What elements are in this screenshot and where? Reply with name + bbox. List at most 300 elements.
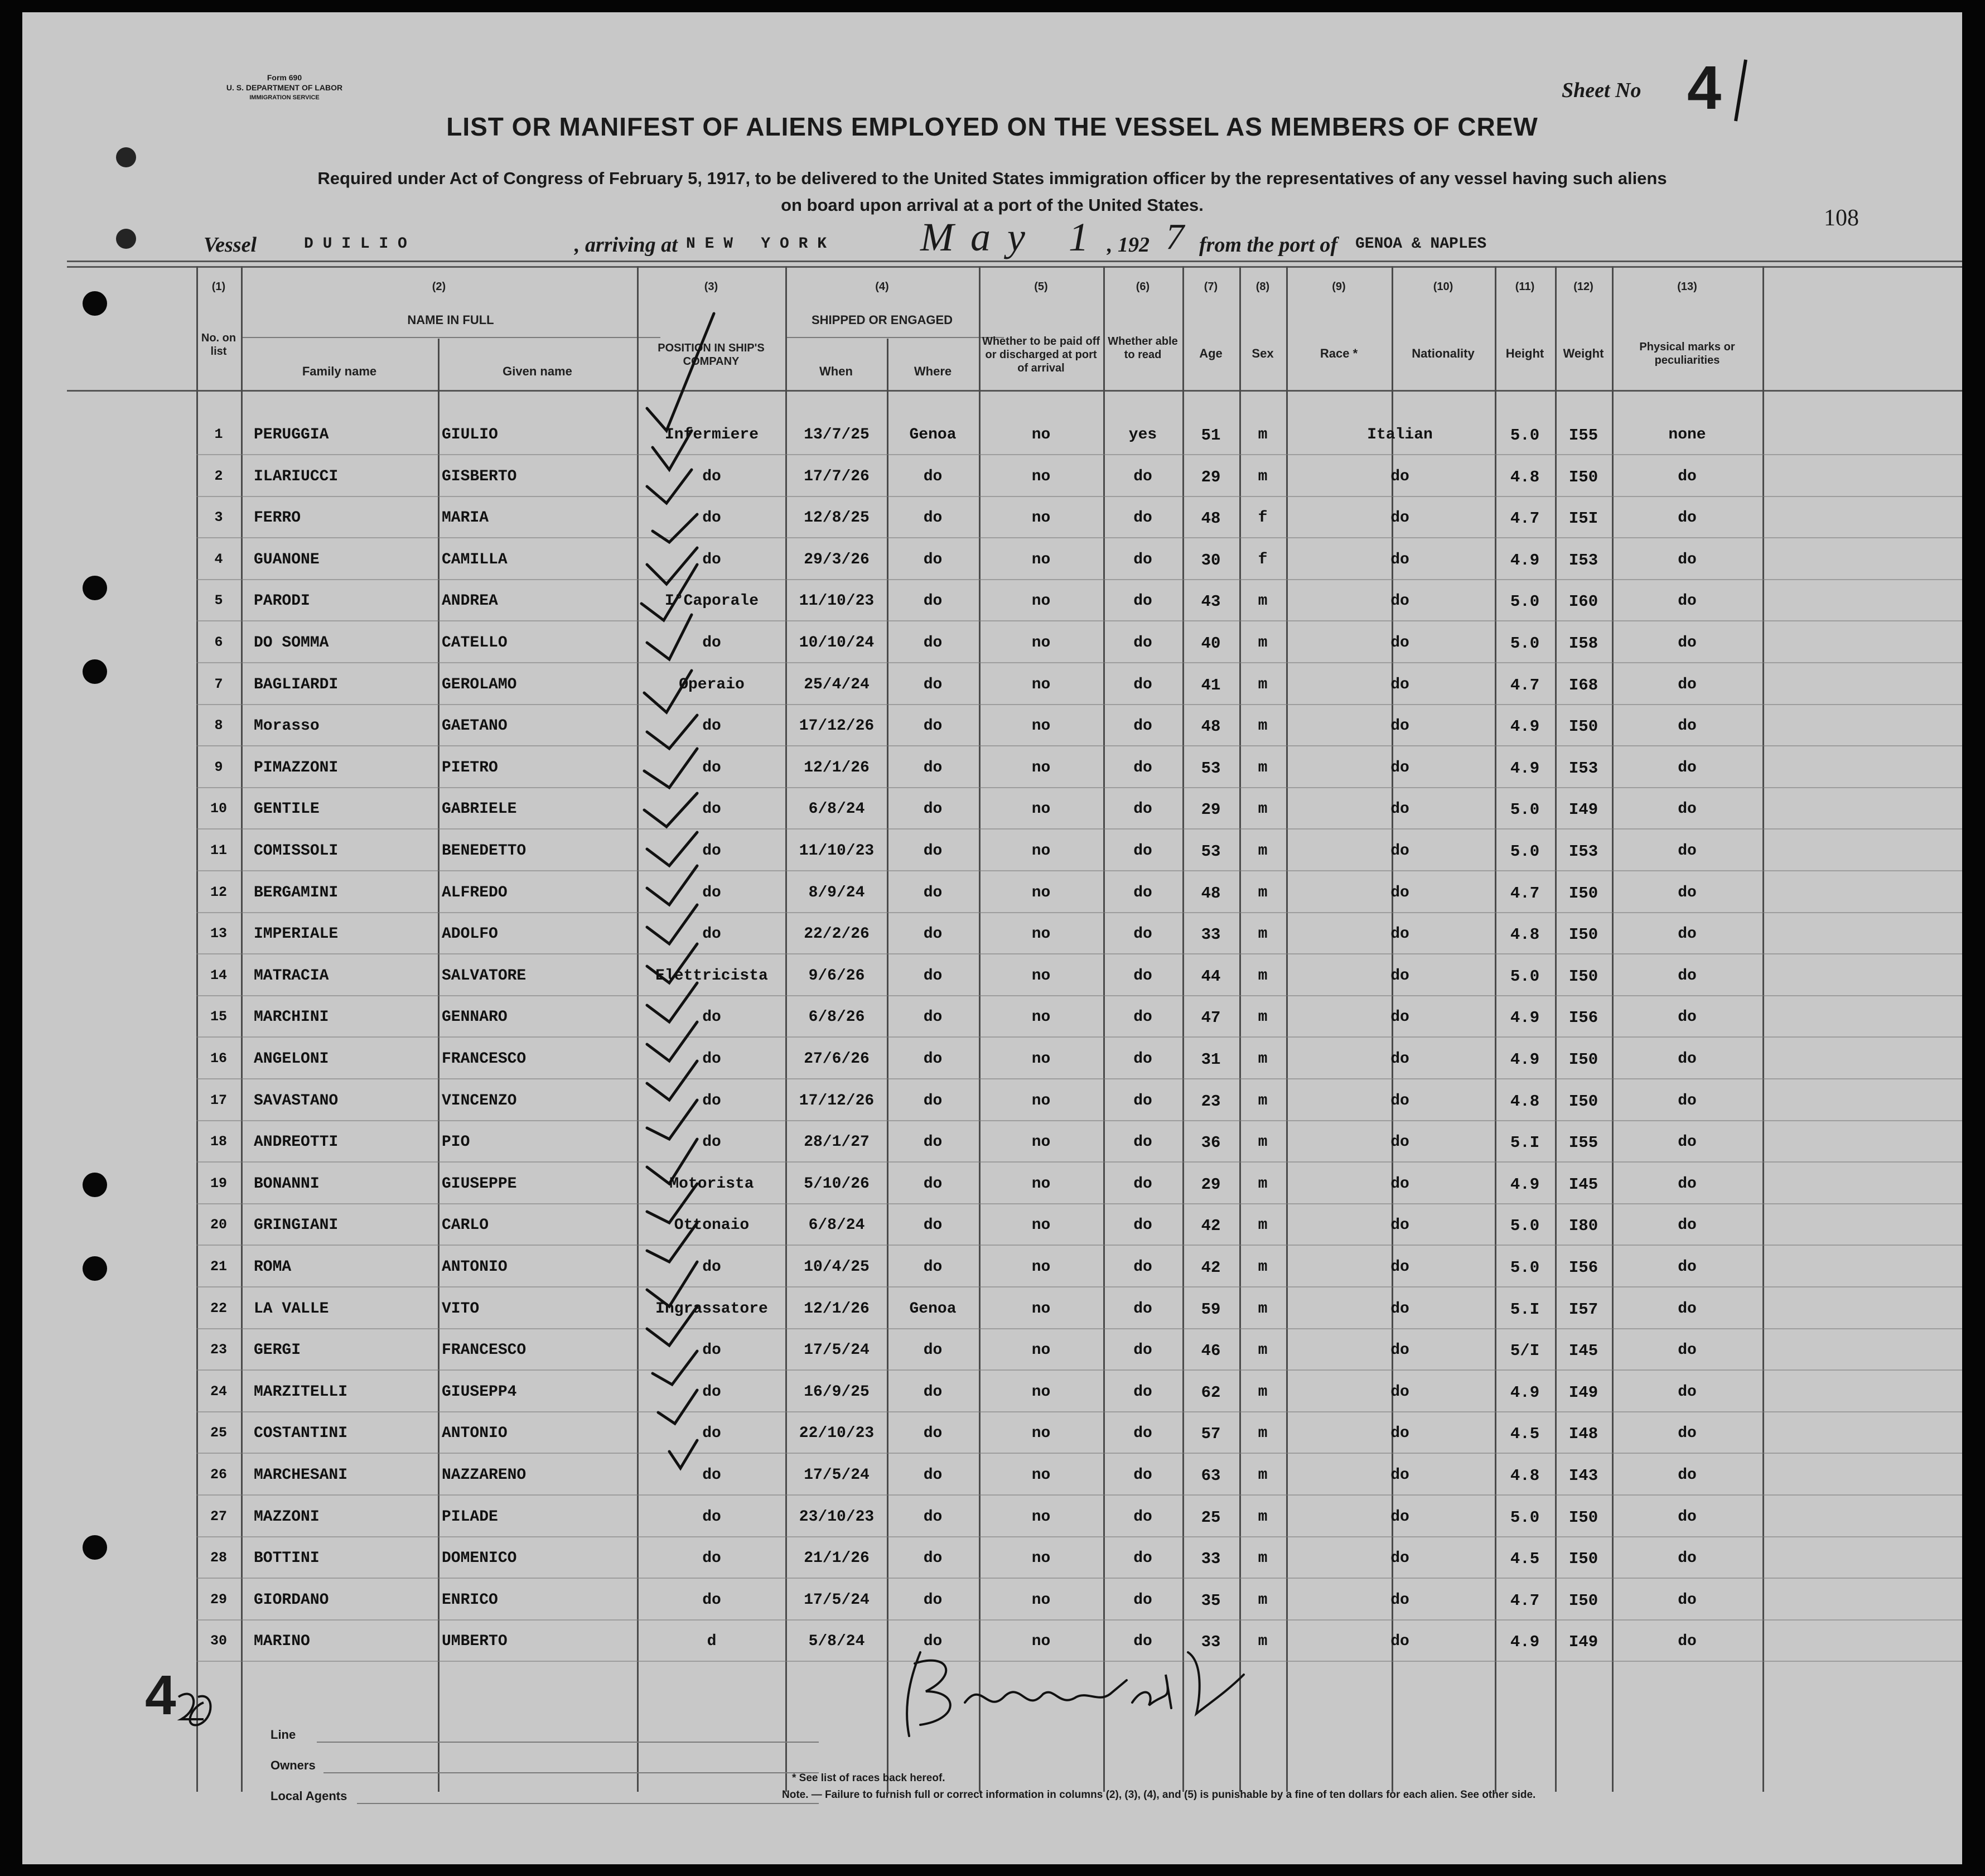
- sex-cell: m: [1258, 1508, 1268, 1526]
- weight-cell: I50: [1568, 468, 1598, 486]
- shipped-when-cell: 25/4/24: [804, 676, 870, 693]
- shipped-when-cell: 17/12/26: [799, 717, 875, 735]
- shipped-when-cell: 12/1/26: [804, 1300, 870, 1318]
- row-rule: [196, 537, 1962, 538]
- height-cell: 5.0: [1510, 592, 1540, 611]
- row-rule: [196, 662, 1962, 663]
- header-age: Age: [1199, 346, 1223, 360]
- shipped-when-cell: 12/1/26: [804, 759, 870, 777]
- physical-marks-cell: do: [1678, 468, 1697, 485]
- height-cell: 4.9: [1510, 1633, 1540, 1651]
- shipped-when-cell: 11/10/23: [799, 842, 875, 860]
- weight-cell: I50: [1568, 1550, 1598, 1568]
- arriving-port: N E W Y O R K: [686, 235, 827, 253]
- row-rule: [196, 1120, 1962, 1121]
- nationality-cell: do: [1390, 1217, 1409, 1234]
- binder-hole: [83, 576, 107, 600]
- header-name-in-full: NAME IN FULL: [407, 313, 494, 327]
- able-to-read-cell: do: [1133, 1300, 1152, 1318]
- weight-cell: I56: [1568, 1258, 1598, 1277]
- nationality-cell: do: [1390, 1508, 1409, 1526]
- physical-marks-cell: do: [1678, 1550, 1697, 1567]
- height-cell: 4.9: [1510, 759, 1540, 778]
- paid-off-cell: no: [1031, 1050, 1051, 1068]
- able-to-read-cell: do: [1133, 676, 1152, 693]
- given-name-cell: ANDREA: [442, 592, 498, 610]
- weight-cell: I45: [1568, 1175, 1598, 1194]
- shipped-when-cell: 17/7/26: [804, 468, 870, 485]
- nationality-cell: do: [1390, 925, 1409, 943]
- shipped-where-cell: Genoa: [909, 1300, 957, 1318]
- col-num: (6): [1136, 281, 1150, 293]
- family-name-cell: BAGLIARDI: [254, 676, 339, 693]
- weight-cell: I49: [1568, 1633, 1598, 1651]
- able-to-read-cell: do: [1133, 509, 1152, 527]
- paid-off-cell: no: [1031, 1258, 1051, 1276]
- sex-cell: m: [1258, 1217, 1268, 1234]
- able-to-read-cell: do: [1133, 1258, 1152, 1276]
- subtitle-line2: on board upon arrival at a port of the United States.: [781, 195, 1204, 215]
- able-to-read-cell: do: [1133, 842, 1152, 860]
- year-handwritten: 7: [1166, 216, 1184, 257]
- weight-cell: I68: [1568, 676, 1598, 695]
- height-cell: 4.7: [1510, 509, 1540, 528]
- sex-cell: m: [1258, 925, 1268, 943]
- physical-marks-cell: do: [1678, 551, 1697, 568]
- row-rule: [196, 1036, 1962, 1038]
- physical-marks-cell: do: [1678, 1175, 1697, 1193]
- nationality-cell: do: [1390, 1175, 1409, 1193]
- given-name-cell: DOMENICO: [442, 1550, 517, 1567]
- races-note: * See list of races back hereof.: [792, 1772, 945, 1784]
- weight-cell: I50: [1568, 967, 1598, 986]
- weight-cell: I50: [1568, 717, 1598, 736]
- given-name-cell: GIULIO: [442, 426, 498, 443]
- row-rule: [196, 1494, 1962, 1496]
- header-when: When: [819, 364, 853, 378]
- age-cell: 42: [1201, 1258, 1221, 1277]
- physical-marks-cell: do: [1678, 1092, 1697, 1110]
- nationality-cell: do: [1390, 1467, 1409, 1484]
- row-number: 24: [210, 1383, 227, 1400]
- paid-off-cell: no: [1031, 676, 1051, 693]
- row-number: 30: [210, 1633, 227, 1649]
- row-number: 9: [214, 759, 223, 775]
- physical-marks-cell: do: [1678, 925, 1697, 943]
- row-number: 8: [214, 717, 223, 734]
- given-name-cell: CARLO: [442, 1217, 489, 1234]
- header-shipped: SHIPPED OR ENGAGED: [811, 313, 953, 327]
- given-name-cell: MARIA: [442, 509, 489, 527]
- paid-off-cell: no: [1031, 1592, 1051, 1609]
- year-prefix: , 192: [1107, 233, 1150, 257]
- able-to-read-cell: do: [1133, 1508, 1152, 1526]
- header-weight: Weight: [1563, 346, 1604, 360]
- age-cell: 46: [1201, 1342, 1221, 1360]
- shipped-where-cell: do: [923, 967, 943, 985]
- shipped-when-cell: 8/9/24: [808, 884, 865, 901]
- position-cell: do: [702, 468, 721, 485]
- age-cell: 33: [1201, 1633, 1221, 1651]
- nationality-cell: do: [1390, 1134, 1409, 1151]
- position-cell: do: [702, 1592, 721, 1609]
- able-to-read-cell: do: [1133, 800, 1152, 818]
- department-label: U. S. DEPARTMENT OF LABOR: [226, 83, 343, 92]
- family-name-cell: MAZZONI: [254, 1508, 320, 1526]
- sex-cell: m: [1258, 1092, 1268, 1110]
- age-cell: 42: [1201, 1217, 1221, 1235]
- nationality-cell: do: [1390, 1009, 1409, 1026]
- able-to-read-cell: do: [1133, 1092, 1152, 1110]
- sex-cell: m: [1258, 1383, 1268, 1401]
- family-name-cell: BERGAMINI: [254, 884, 339, 901]
- weight-cell: I55: [1568, 426, 1598, 445]
- shipped-where-cell: do: [923, 717, 943, 735]
- sex-cell: m: [1258, 1050, 1268, 1068]
- family-name-cell: Morasso: [254, 717, 320, 735]
- col-num: (1): [211, 281, 226, 293]
- page-title: LIST OR MANIFEST OF ALIENS EMPLOYED ON THE VESSEL AS MEMBERS OF CREW: [446, 112, 1538, 141]
- age-cell: 36: [1201, 1134, 1221, 1152]
- row-number: 28: [210, 1550, 227, 1566]
- given-name-cell: ALFREDO: [442, 884, 508, 901]
- nationality-cell: do: [1390, 592, 1409, 610]
- position-cell: do: [702, 1342, 721, 1359]
- paid-off-cell: no: [1031, 1342, 1051, 1359]
- position-cell: do: [702, 551, 721, 568]
- shipped-where-cell: do: [923, 1092, 943, 1110]
- vessel-label: Vessel: [204, 233, 257, 257]
- binder-hole: [83, 291, 107, 316]
- weight-cell: I53: [1568, 551, 1598, 570]
- sex-cell: m: [1258, 967, 1268, 985]
- given-name-cell: BENEDETTO: [442, 842, 527, 860]
- row-rule: [196, 1411, 1962, 1412]
- physical-marks-cell: do: [1678, 759, 1697, 777]
- shipped-where-cell: do: [923, 1134, 943, 1151]
- position-cell: do: [702, 800, 721, 818]
- paid-off-cell: no: [1031, 759, 1051, 777]
- binder-hole: [83, 1535, 107, 1560]
- family-name-cell: GRINGIANI: [254, 1217, 339, 1234]
- given-name-cell: PILADE: [442, 1508, 498, 1526]
- sex-cell: m: [1258, 1175, 1268, 1193]
- physical-marks-cell: do: [1678, 1050, 1697, 1068]
- position-cell: do: [702, 1092, 721, 1110]
- shipped-where-cell: do: [923, 468, 943, 485]
- nationality-cell: do: [1390, 1300, 1409, 1318]
- header-position: POSITION IN SHIP'S COMPANY: [658, 342, 765, 368]
- position-cell: do: [702, 1134, 721, 1151]
- col-num: (4): [875, 281, 889, 293]
- row-rule: [196, 1161, 1962, 1163]
- row-number: 1: [214, 426, 223, 442]
- age-cell: 48: [1201, 717, 1221, 736]
- row-rule: [196, 579, 1962, 580]
- corner-scribble: [173, 1686, 218, 1736]
- sex-cell: m: [1258, 1592, 1268, 1609]
- sex-cell: m: [1258, 468, 1268, 485]
- shipped-where-cell: do: [923, 1342, 943, 1359]
- page-number: 108: [1824, 205, 1859, 231]
- row-rule: [196, 745, 1962, 746]
- row-number: 21: [210, 1258, 227, 1275]
- weight-cell: I53: [1568, 759, 1598, 778]
- weight-cell: I48: [1568, 1425, 1598, 1443]
- header-race: Race *: [1320, 346, 1358, 360]
- shipped-when-cell: 10/4/25: [804, 1258, 870, 1276]
- family-name-cell: GERGI: [254, 1342, 301, 1359]
- header-bottom-rule: [67, 390, 1962, 392]
- row-rule: [196, 496, 1962, 497]
- age-cell: 35: [1201, 1592, 1221, 1610]
- nationality-cell: do: [1390, 1425, 1409, 1442]
- weight-cell: I58: [1568, 634, 1598, 653]
- shipped-when-cell: 17/5/24: [804, 1342, 870, 1359]
- arrival-date-handwritten: May 1: [920, 215, 1105, 259]
- table-top-rule: [67, 261, 1962, 262]
- weight-cell: I49: [1568, 800, 1598, 819]
- row-number: 14: [210, 967, 227, 983]
- able-to-read-cell: do: [1133, 759, 1152, 777]
- vessel-name: D U I L I O: [304, 235, 407, 253]
- col-rule: [1762, 266, 1764, 1792]
- sex-cell: m: [1258, 1342, 1268, 1359]
- sex-cell: m: [1258, 634, 1268, 652]
- header-paid-off: Whether to be paid off or discharged at port of arrival: [982, 335, 1100, 374]
- physical-marks-cell: do: [1678, 1009, 1697, 1026]
- shipped-where-cell: do: [923, 800, 943, 818]
- row-rule: [196, 1578, 1962, 1579]
- paid-off-cell: no: [1031, 592, 1051, 610]
- able-to-read-cell: do: [1133, 1425, 1152, 1442]
- height-cell: 4.9: [1510, 1050, 1540, 1069]
- family-name-cell: ANGELONI: [254, 1050, 329, 1068]
- family-name-cell: IMPERIALE: [254, 925, 339, 943]
- family-name-cell: MATRACIA: [254, 967, 329, 985]
- nationality-cell: do: [1390, 1050, 1409, 1068]
- able-to-read-cell: do: [1133, 1592, 1152, 1609]
- family-name-cell: GUANONE: [254, 551, 320, 568]
- position-cell: do: [702, 925, 721, 943]
- row-number: 25: [210, 1425, 227, 1441]
- sheet-label: Sheet No: [1562, 79, 1641, 102]
- row-rule: [196, 1328, 1962, 1329]
- physical-marks-cell: do: [1678, 509, 1697, 527]
- weight-cell: I55: [1568, 1134, 1598, 1152]
- form-block: [212, 73, 357, 103]
- family-name-cell: ANDREOTTI: [254, 1134, 339, 1151]
- age-cell: 31: [1201, 1050, 1221, 1069]
- shipped-where-cell: do: [923, 634, 943, 652]
- able-to-read-cell: yes: [1128, 426, 1157, 443]
- nationality-cell: do: [1390, 1550, 1409, 1567]
- shipped-when-cell: 5/10/26: [804, 1175, 870, 1193]
- position-cell: do: [702, 1508, 721, 1526]
- name-subheader-rule: [241, 337, 660, 338]
- physical-marks-cell: do: [1678, 592, 1697, 610]
- height-cell: 5.0: [1510, 800, 1540, 819]
- header-where: Where: [914, 364, 952, 378]
- shipped-where-cell: do: [923, 1217, 943, 1234]
- nationality-cell: Italian: [1367, 426, 1433, 443]
- height-cell: 5.0: [1510, 1508, 1540, 1527]
- able-to-read-cell: do: [1133, 1175, 1152, 1193]
- height-cell: 5/I: [1510, 1342, 1540, 1360]
- owners-rule: [323, 1772, 819, 1773]
- paid-off-cell: no: [1031, 1425, 1051, 1442]
- shipped-when-cell: 6/8/26: [808, 1009, 865, 1026]
- sex-cell: m: [1258, 1009, 1268, 1026]
- paid-off-cell: no: [1031, 1633, 1051, 1650]
- nationality-cell: do: [1390, 1592, 1409, 1609]
- col-rule: [241, 266, 243, 1792]
- physical-marks-cell: do: [1678, 1342, 1697, 1359]
- shipped-when-cell: 13/7/25: [804, 426, 870, 443]
- shipped-where-cell: do: [923, 1009, 943, 1026]
- shipped-when-cell: 28/1/27: [804, 1134, 870, 1151]
- able-to-read-cell: do: [1133, 967, 1152, 985]
- family-name-cell: DO SOMMA: [254, 634, 329, 652]
- age-cell: 29: [1201, 800, 1221, 819]
- paid-off-cell: no: [1031, 1467, 1051, 1484]
- header-able-to-read: Whether able to read: [1108, 335, 1178, 361]
- able-to-read-cell: do: [1133, 634, 1152, 652]
- shipped-when-cell: 22/2/26: [804, 925, 870, 943]
- family-name-cell: MARINO: [254, 1633, 310, 1650]
- nationality-cell: do: [1390, 468, 1409, 485]
- row-number: 19: [210, 1175, 227, 1192]
- age-cell: 57: [1201, 1425, 1221, 1443]
- weight-cell: I80: [1568, 1217, 1598, 1235]
- family-name-cell: GIORDANO: [254, 1592, 329, 1609]
- family-name-cell: BONANNI: [254, 1175, 320, 1193]
- family-name-cell: ROMA: [254, 1258, 292, 1276]
- row-rule: [196, 1078, 1962, 1079]
- paid-off-cell: no: [1031, 800, 1051, 818]
- line-rule: [317, 1742, 819, 1743]
- given-name-cell: FRANCESCO: [442, 1342, 527, 1359]
- position-cell: do: [702, 842, 721, 860]
- row-rule: [196, 828, 1962, 830]
- nationality-cell: do: [1390, 634, 1409, 652]
- col-num: (8): [1255, 281, 1270, 293]
- able-to-read-cell: do: [1133, 1009, 1152, 1026]
- physical-marks-cell: do: [1678, 1425, 1697, 1442]
- officer-signature: [887, 1641, 1266, 1742]
- weight-cell: I56: [1568, 1009, 1598, 1027]
- position-cell: Operaio: [679, 676, 745, 693]
- position-cell: d: [707, 1633, 717, 1650]
- position-cell: Ottonaio: [674, 1217, 750, 1234]
- paid-off-cell: no: [1031, 426, 1051, 443]
- shipped-where-cell: Genoa: [909, 426, 957, 443]
- height-cell: 5.0: [1510, 842, 1540, 861]
- shipped-subheader-rule: [785, 337, 1004, 338]
- penalty-note: Note. — Failure to furnish full or correct information in columns (2), (3), (4), and (5) is punishable by a fine of ten dollars for each alien. See other side.: [782, 1789, 1536, 1801]
- age-cell: 41: [1201, 676, 1221, 695]
- col-num: (5): [1034, 281, 1048, 293]
- given-name-cell: SALVATORE: [442, 967, 527, 985]
- row-number: 18: [210, 1134, 227, 1150]
- shipped-where-cell: do: [923, 1383, 943, 1401]
- tally-checkmarks: [614, 302, 759, 1641]
- given-name-cell: UMBERTO: [442, 1633, 508, 1650]
- row-number: 27: [210, 1508, 227, 1525]
- shipped-where-cell: do: [923, 676, 943, 693]
- header-given-name: Given name: [503, 364, 572, 378]
- paid-off-cell: no: [1031, 1508, 1051, 1526]
- height-cell: 5.0: [1510, 967, 1540, 986]
- shipped-when-cell: 17/5/24: [804, 1592, 870, 1609]
- row-number: 12: [210, 884, 227, 900]
- height-cell: 4.8: [1510, 1092, 1540, 1111]
- age-cell: 33: [1201, 1550, 1221, 1568]
- given-name-cell: PIETRO: [442, 759, 498, 777]
- paid-off-cell: no: [1031, 1134, 1051, 1151]
- nationality-cell: do: [1390, 1258, 1409, 1276]
- age-cell: 44: [1201, 967, 1221, 986]
- paid-off-cell: no: [1031, 967, 1051, 985]
- age-cell: 53: [1201, 759, 1221, 778]
- row-number: 13: [210, 925, 227, 942]
- paid-off-cell: no: [1031, 717, 1051, 735]
- weight-cell: I5I: [1568, 509, 1598, 528]
- nationality-cell: do: [1390, 800, 1409, 818]
- shipped-when-cell: 5/8/24: [808, 1633, 865, 1650]
- height-cell: 4.9: [1510, 551, 1540, 570]
- height-cell: 5.0: [1510, 634, 1540, 653]
- paid-off-cell: no: [1031, 1009, 1051, 1026]
- nationality-cell: do: [1390, 842, 1409, 860]
- paid-off-cell: no: [1031, 1550, 1051, 1567]
- row-rule: [196, 912, 1962, 913]
- physical-marks-cell: do: [1678, 1508, 1697, 1526]
- row-number: 5: [214, 592, 223, 609]
- col-num: (10): [1433, 281, 1453, 293]
- physical-marks-cell: do: [1678, 1217, 1697, 1234]
- shipped-when-cell: 17/5/24: [804, 1467, 870, 1484]
- height-cell: 4.9: [1510, 1009, 1540, 1027]
- row-number: 17: [210, 1092, 227, 1108]
- physical-marks-cell: do: [1678, 1383, 1697, 1401]
- row-number: 15: [210, 1009, 227, 1025]
- nationality-cell: do: [1390, 884, 1409, 901]
- paid-off-cell: no: [1031, 1217, 1051, 1234]
- physical-marks-cell: do: [1678, 1467, 1697, 1484]
- given-name-cell: GIUSEPP4: [442, 1383, 517, 1401]
- shipped-when-cell: 10/10/24: [799, 634, 875, 652]
- family-name-cell: COMISSOLI: [254, 842, 339, 860]
- shipped-where-cell: do: [923, 925, 943, 943]
- col-num: (3): [704, 281, 718, 293]
- from-port: GENOA & NAPLES: [1355, 235, 1487, 253]
- position-cell: do: [702, 884, 721, 901]
- age-cell: 40: [1201, 634, 1221, 653]
- height-cell: 4.7: [1510, 1592, 1540, 1610]
- shipped-when-cell: 12/8/25: [804, 509, 870, 527]
- nationality-cell: do: [1390, 509, 1409, 527]
- shipped-when-cell: 11/10/23: [799, 592, 875, 610]
- shipped-where-cell: do: [923, 1467, 943, 1484]
- physical-marks-cell: do: [1678, 1258, 1697, 1276]
- paid-off-cell: no: [1031, 1175, 1051, 1193]
- family-name-cell: PERUGGIA: [254, 426, 329, 443]
- nationality-cell: do: [1390, 676, 1409, 693]
- paid-off-cell: no: [1031, 1300, 1051, 1318]
- height-cell: 4.5: [1510, 1425, 1540, 1443]
- family-name-cell: FERRO: [254, 509, 301, 527]
